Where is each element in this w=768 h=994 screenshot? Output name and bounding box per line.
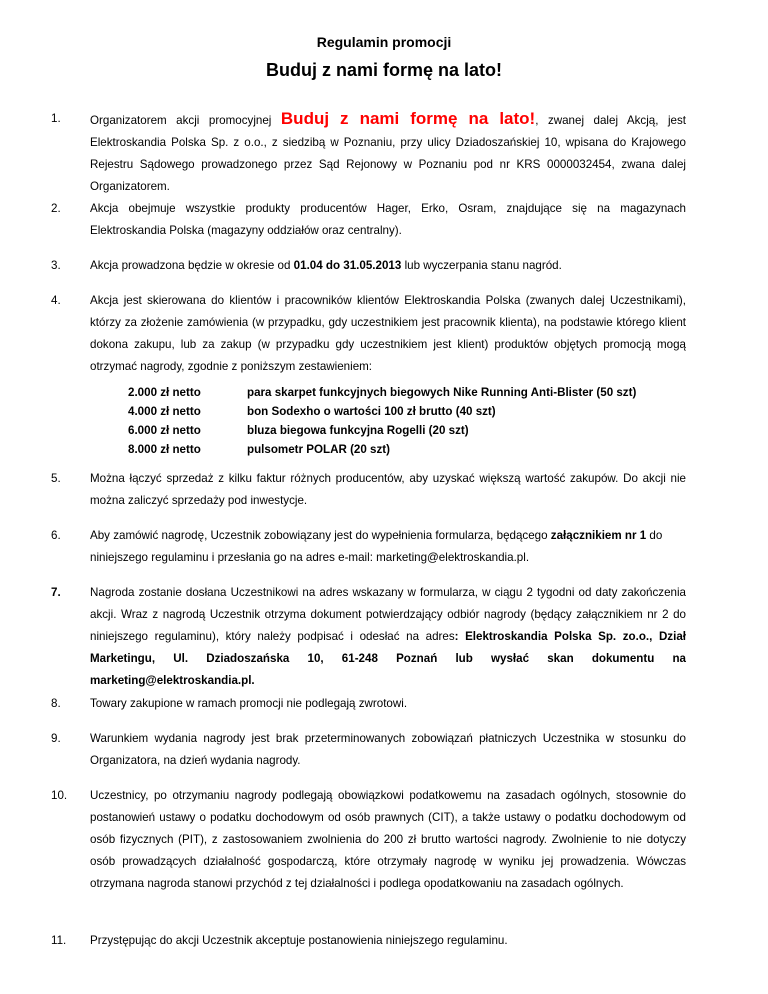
- clause-number: 8.: [51, 697, 61, 710]
- prize-amount: 4.000 zł netto: [128, 405, 201, 418]
- clause-10: [51, 785, 686, 895]
- clause-text: Przystępując do akcji Uczestnik akceptuje postanowienia niniejszego regulaminu.: [90, 934, 508, 947]
- clause-1: [51, 108, 687, 198]
- clause-text: Akcja jest skierowana do klientów i pracowników klientów Elektroskandia Polska (zwanych dalej Uczestnikami), którzy za złożenie zamówienia (w przypadku, gdy uczestnikiem jest pracownik klienta), na podstawie którego klient dokona zakupu, lub za zakup (w przypadku gdy uczestnikiem jest klient) produktów objętych promocją mogą otrzymać nagrody, zgodnie z poniższym zestawieniem:: [90, 294, 686, 373]
- clause-text: Warunkiem wydania nagrody jest brak przeterminowanych zobowiązań płatniczych Uczestnika w stosunku do Organizatora, na dzień wydania nagrody.: [90, 732, 686, 767]
- clause-6: [51, 525, 686, 569]
- prize-name: bluza biegowa funkcyjna Rogelli (20 szt): [247, 424, 469, 437]
- clause-number: 4.: [51, 294, 61, 307]
- clause-text: Nagroda zostanie dosłana Uczestnikowi na adres wskazany w formularza, w ciągu 2 tygodni od daty zakończenia akcji. Wraz z nagrodą Uczestnik otrzyma dokument potwierdzający odbiór nagrody (będący załącznikiem nr 2 do niniejszego regulaminu), który należy podpisać i odesłać na adres: [90, 586, 686, 643]
- clause-number: 9.: [51, 732, 61, 745]
- attachment-reference: załącznikiem nr 1: [550, 529, 647, 542]
- clause-number: 5.: [51, 472, 61, 485]
- clause-number: 10.: [51, 789, 68, 802]
- clause-text: Można łączyć sprzedaż z kilku faktur różnych producentów, aby uzyskać większą wartość zakupów. Do akcji nie można zaliczyć sprzedaży pod inwestycje.: [90, 472, 686, 507]
- return-address: : Elektroskandia Polska Sp. zo.o., Dział Marketingu, Ul. Dziadoszańska 10, 61-248 Poznań lub wysłać skan dokumentu na marketing@elektroskandia.pl.: [90, 630, 686, 687]
- prize-row: [128, 383, 688, 403]
- clause-5: [51, 468, 686, 512]
- promotion-name-highlight: Buduj z nami formę na lato!: [280, 109, 536, 128]
- clause-11: [51, 930, 686, 952]
- promotion-title: Buduj z nami formę na lato!: [265, 60, 502, 80]
- prize-amount: 6.000 zł netto: [128, 424, 201, 437]
- clause-3: [51, 255, 686, 277]
- clause-text: lub wyczerpania stanu nagród.: [404, 259, 562, 272]
- clause-text: Uczestnicy, po otrzymaniu nagrody podlegają obowiązkowi podatkowemu na zasadach ogólnych, stosownie do postanowień ustawy o podatku dochodowym od osób prawnych (CIT), a także ustawy o podatku dochodowym od osób fizycznych (PIT), z zastosowaniem zwolnienia do 200 zł brutto wartości nagrody. Zwolnienie to nie dotyczy osób prowadzących działalność gospodarczą, które otrzymały nagrodę w wyniku jej prowadzenia. Wówczas otrzymana nagroda stanowi przychód z tej działalności i podlega opodatkowaniu na zasadach ogólnych.: [90, 789, 686, 890]
- clause-9: [51, 728, 686, 772]
- clause-text: do niniejszego regulaminu i przesłania go na adres e-mail: marketing@elektroskandia.pl.: [90, 529, 663, 564]
- clause-number: 1.: [51, 112, 61, 125]
- clause-4: [51, 290, 686, 378]
- prize-name: pulsometr POLAR (20 szt): [247, 443, 391, 456]
- clause-text: , zwanej dalej Akcją, jest Elektroskandia Polska Sp. z o.o., z siedzibą w Poznaniu, przy ulicy Dziadoszańskiej 10, wpisana do Krajowego Rejestru Sądowego prowadzonego przez Sąd Rejonowy w Poznaniu pod nr KRS 0000032454, zwana dalej Organizatorem.: [90, 114, 687, 193]
- clause-2: [51, 198, 686, 242]
- clause-number: 7.: [51, 586, 61, 599]
- document-title: Regulamin promocji: [316, 34, 452, 50]
- prize-row: [128, 440, 688, 460]
- prize-amount: 2.000 zł netto: [128, 386, 201, 399]
- clause-number: 2.: [51, 202, 61, 215]
- promotion-period: 01.04 do 31.05.2013: [293, 259, 402, 272]
- prize-name: para skarpet funkcyjnych biegowych Nike Running Anti-Blister (50 szt): [247, 386, 637, 399]
- clause-text: Organizatorem akcji promocyjnej: [90, 114, 272, 127]
- clause-number: 11.: [51, 934, 67, 947]
- clause-7: [51, 582, 686, 692]
- clause-text: Akcja prowadzona będzie w okresie od: [90, 259, 291, 272]
- clause-number: 3.: [51, 259, 61, 272]
- prize-row: [128, 421, 688, 441]
- prize-row: [128, 402, 688, 422]
- clause-text: Akcja obejmuje wszystkie produkty producentów Hager, Erko, Osram, znajdujące się na magazynach Elektroskandia Polska (magazyny oddziałów oraz centralny).: [90, 202, 686, 237]
- clause-number: 6.: [51, 529, 61, 542]
- prize-amount: 8.000 zł netto: [128, 443, 201, 456]
- prize-name: bon Sodexho o wartości 100 zł brutto (40 szt): [247, 405, 496, 418]
- clause-text: Aby zamówić nagrodę, Uczestnik zobowiązany jest do wypełnienia formularza, będącego: [90, 529, 548, 542]
- clause-text: Towary zakupione w ramach promocji nie podlegają zwrotowi.: [90, 697, 408, 710]
- clause-8: [51, 693, 686, 715]
